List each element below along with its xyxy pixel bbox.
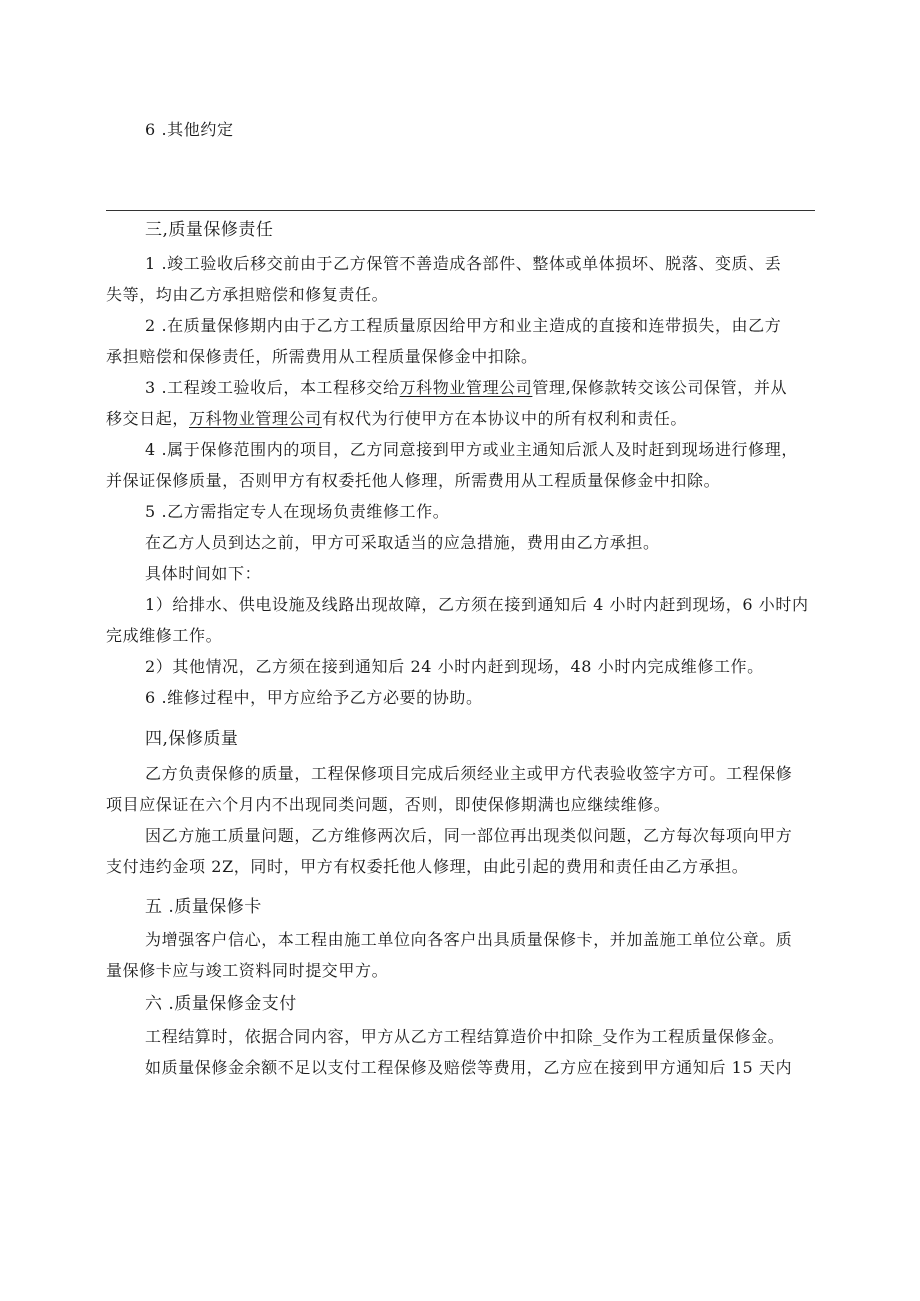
paragraph-line: 2）其他情况，乙方须在接到通知后 24 小时内赶到现场，48 小时内完成维修工作。 [145, 657, 764, 676]
section-heading-warranty-card: 五 .质量保修卡 [145, 897, 262, 917]
paragraph-line: 承担赔偿和保修责任，所需费用从工程质量保修金中扣除。 [106, 347, 538, 366]
paragraph-line: 并保证保修质量，否则甲方有权委托他人修理，所需费用从工程质量保修金中扣除。 [106, 471, 721, 490]
paragraph-line: 如质量保修金余额不足以支付工程保修及赔偿等费用，乙方应在接到甲方通知后 15 天内 [145, 1058, 793, 1077]
paragraph-line: 乙方负责保修的质量，工程保修项目完成后须经业主或甲方代表验收签字方可。工程保修 [145, 764, 793, 783]
other-agreement-item: 6 .其他约定 [145, 120, 234, 139]
paragraph-line: 4 .属于保修范围内的项目，乙方同意接到甲方或业主通知后派人及时赶到现场进行修理， [145, 440, 798, 459]
paragraph-line: 完成维修工作。 [106, 626, 223, 645]
paragraph-line [145, 377, 787, 399]
text-run: 管理,保修款转交该公司保管，并从 [532, 378, 788, 397]
text-run: 有权代为行使甲方在本协议中的所有权利和责任。 [321, 409, 688, 428]
section-heading-warranty-quality: 四,保修质量 [145, 729, 239, 749]
paragraph-line: 失等，均由乙方承担赔偿和修复责任。 [106, 285, 389, 304]
paragraph-line: 为增强客户信心，本工程由施工单位向各客户出具质量保修卡，并加盖施工单位公章。质 [145, 930, 793, 949]
paragraph-line: 5 .乙方需指定专人在现场负责维修工作。 [145, 502, 450, 521]
company-name: 万科物业管理公司 [399, 378, 533, 397]
company-name: 万科物业管理公司 [189, 409, 322, 428]
horizontal-rule [106, 210, 815, 211]
paragraph-line: 1）给排水、供电设施及线路出现故障，乙方须在接到通知后 4 小时内赶到现场，6 小时内 [145, 595, 809, 614]
paragraph-line: 项目应保证在六个月内不出现同类问题，否则，即使保修期满也应继续维修。 [106, 795, 671, 814]
paragraph-line: 1 .竣工验收后移交前由于乙方保管不善造成各部件、整体或单体损坏、脱落、变质、丢 [145, 254, 782, 273]
paragraph-line: 量保修卡应与竣工资料同时提交甲方。 [106, 961, 389, 980]
section-heading-warranty-payment: 六 .质量保修金支付 [145, 994, 297, 1014]
paragraph-line: 2 .在质量保修期内由于乙方工程质量原因给甲方和业主造成的直接和连带损失，由乙方 [145, 316, 782, 335]
text-run: 3 .工程竣工验收后，本工程移交给 [145, 378, 400, 397]
paragraph-line: 具体时间如下： [145, 564, 262, 583]
text-run: 移交日起， [106, 409, 190, 428]
section-heading-quality-warranty-responsibility: 三,质量保修责任 [145, 220, 274, 240]
paragraph-line: 支付违约金项 2Z，同时，甲方有权委托他人修理，由此引起的费用和责任由乙方承担。 [106, 857, 749, 876]
paragraph-line: 在乙方人员到达之前，甲方可采取适当的应急措施，费用由乙方承担。 [145, 533, 660, 552]
paragraph-line [106, 408, 687, 430]
paragraph-line: 因乙方施工质量问题，乙方维修两次后，同一部位再出现类似问题，乙方每次每项向甲方 [145, 826, 793, 845]
paragraph-line: 6 .维修过程中，甲方应给予乙方必要的协助。 [145, 688, 483, 707]
paragraph-line: 工程结算时，依据合同内容，甲方从乙方工程结算造价中扣除_殳作为工程质量保修金。 [145, 1027, 785, 1046]
